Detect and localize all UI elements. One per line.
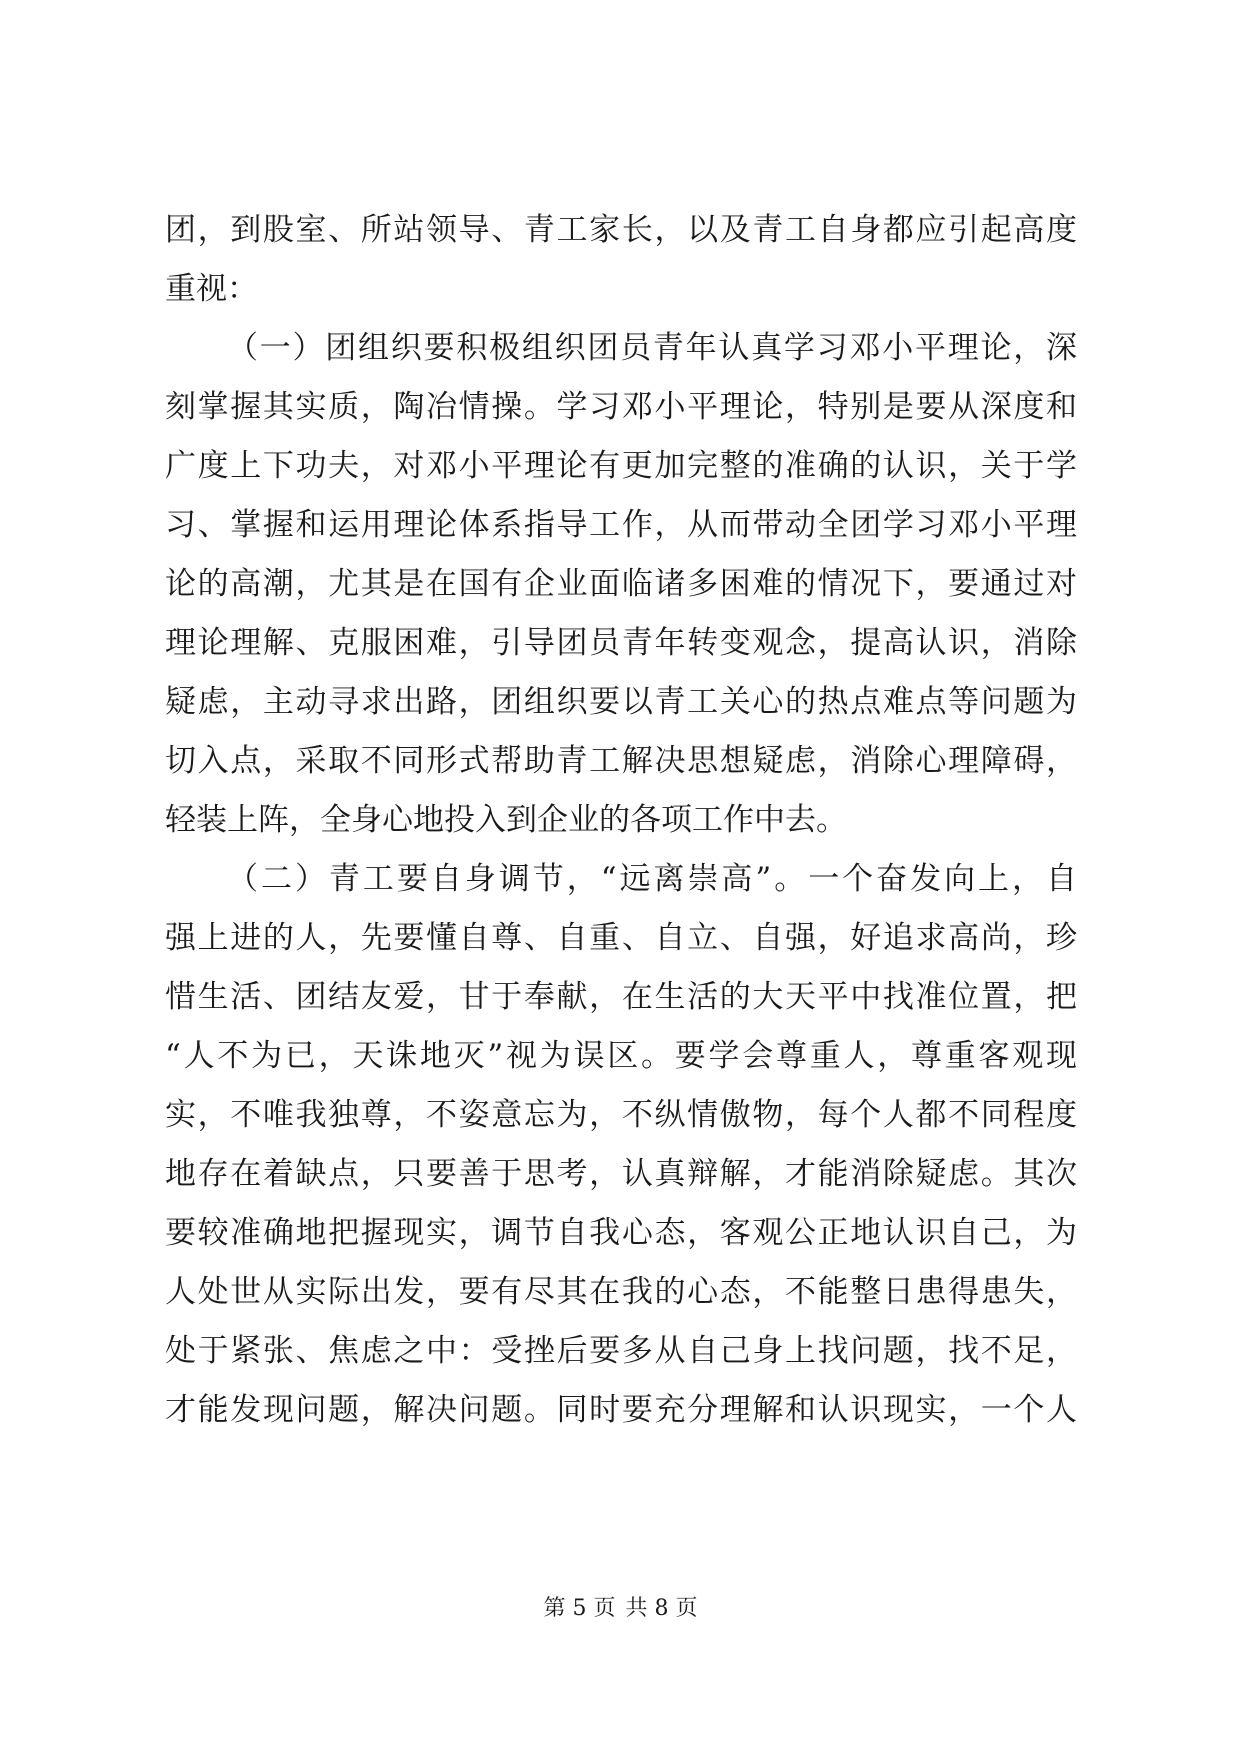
text-line: 地存在着缺点，只要善于思考，认真辩解，才能消除疑虑。其次 [165,1156,1077,1192]
text-line: 处于紧张、焦虑之中：受挫后要多从自己身上找问题，找不足， [165,1333,1077,1369]
text-line: 实，不唯我独尊，不姿意忘为，不纵情傲物，每个人都不同程度 [165,1097,1077,1133]
paragraph-start-line: （二）青工要自身调节，“远离崇高”。一个奋发向上，自 [227,861,1077,897]
page-footer [0,1594,1241,1624]
paragraph-start-line: （一）团组织要积极组织团员青年认真学习邓小平理论，深 [227,330,1077,366]
text-line: 惜生活、团结友爱，甘于奉献，在生活的大天平中找准位置，把 [165,979,1077,1015]
text-line: 才能发现问题，解决问题。同时要充分理解和认识现实，一个人 [165,1392,1077,1428]
text-line: 要较准确地把握现实，调节自我心态，客观公正地认识自己，为 [165,1215,1077,1251]
text-line: 轻装上阵，全身心地投入到企业的各项工作中去。 [165,802,847,838]
page-total: 共 8 页 [625,1596,698,1621]
text-line: 疑虑，主动寻求出路，团组织要以青工关心的热点难点等问题为 [165,684,1077,720]
text-line: 刻掌握其实质，陶冶情操。学习邓小平理论，特别是要从深度和 [165,389,1077,425]
text-line: 论的高潮，尤其是在国有企业面临诸多困难的情况下，要通过对 [165,566,1077,602]
text-line: 重视： [165,271,258,307]
text-line: 团，到股室、所站领导、青工家长，以及青工自身都应引起高度 [165,212,1077,248]
page-number: 第 5 页 [543,1596,616,1621]
text-line: 理论理解、克服困难，引导团员青年转变观念，提高认识，消除 [165,625,1077,661]
text-line: 人处世从实际出发，要有尽其在我的心态，不能整日患得患失， [165,1274,1077,1310]
text-line: 切入点，采取不同形式帮助青工解决思想疑虑，消除心理障碍， [165,743,1077,779]
text-line: 强上进的人，先要懂自尊、自重、自立、自强，好追求高尚，珍 [165,920,1077,956]
text-line: 广度上下功夫，对邓小平理论有更加完整的准确的认识，关于学 [165,448,1077,484]
text-line: “人不为已，天诛地灭”视为误区。要学会尊重人，尊重客观现 [165,1038,1077,1074]
text-line: 习、掌握和运用理论体系指导工作，从而带动全团学习邓小平理 [165,507,1077,543]
